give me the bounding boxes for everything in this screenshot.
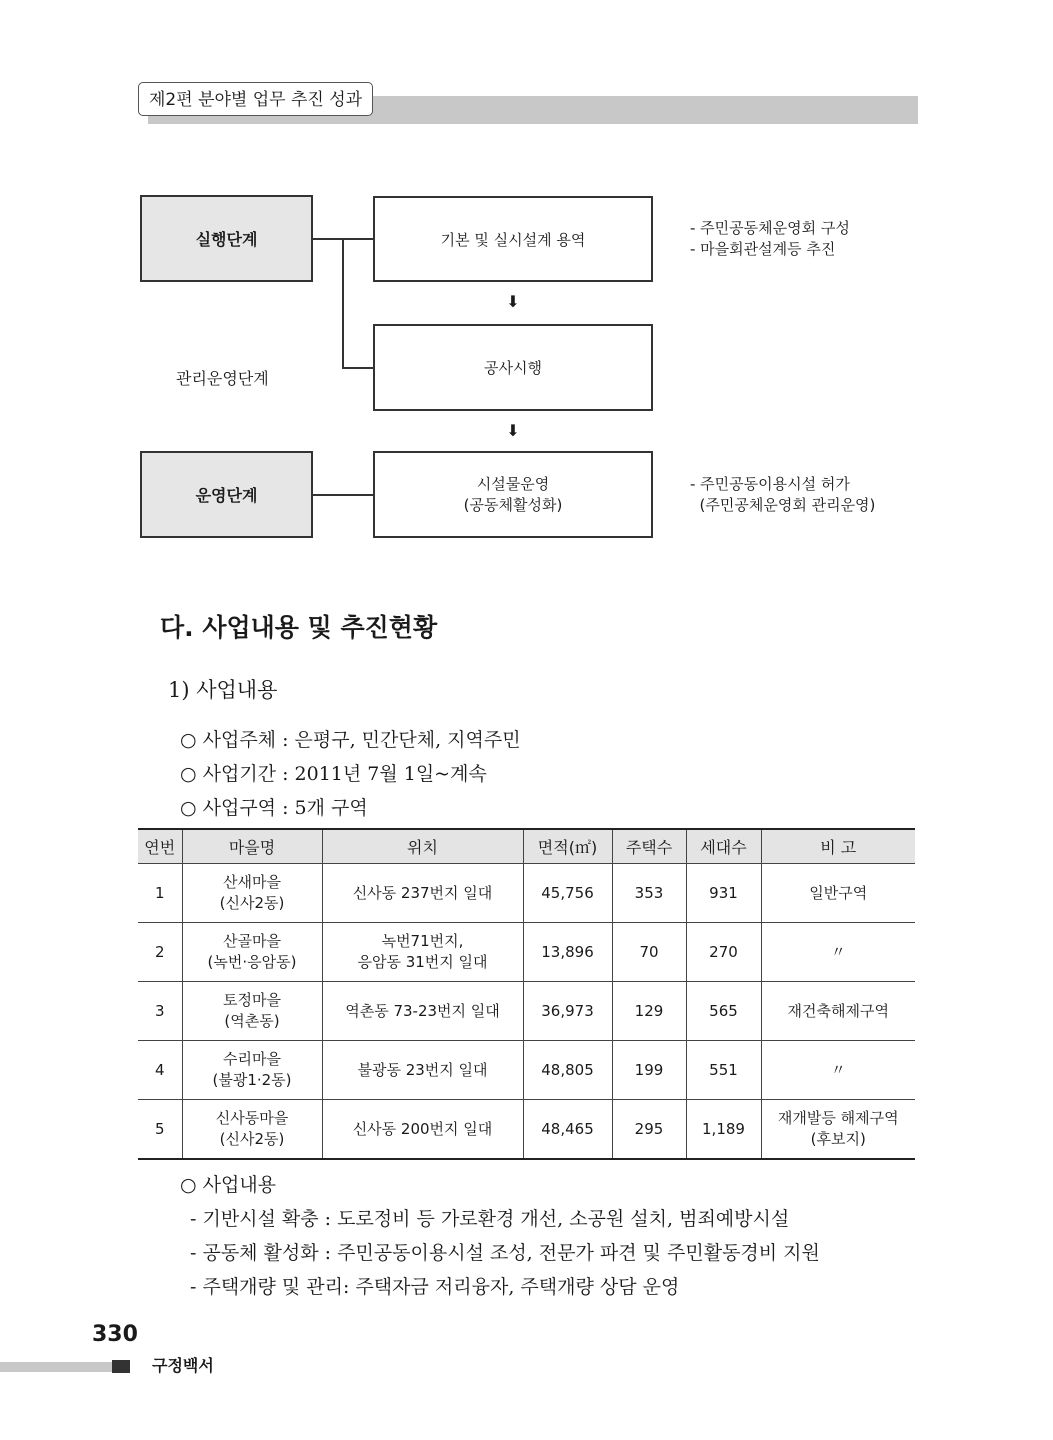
detail-line: - 주택개량 및 관리: 주택자금 저리융자, 주택개량 상담 운영 [190,1276,680,1298]
subsection-title: 1) 사업내용 [168,678,278,702]
cell-area: 48,805 [523,1041,612,1100]
bullet-line: ○ 사업구역 : 5개 구역 [180,797,368,819]
table-row [138,982,915,1041]
cell-note [761,864,915,923]
cell-houses: 70 [612,923,686,982]
cell-text: 토정마을 [223,991,281,1009]
cell-text: 응암동 31번지 일대 [357,953,488,971]
cell-houses: 129 [612,982,686,1041]
cell-name [182,1041,322,1100]
cell-houses: 199 [612,1041,686,1100]
col-header: 마을명 [182,829,322,864]
cell-note [761,923,915,982]
cell-area: 48,465 [523,1100,612,1160]
cell-location [322,864,523,923]
col-header: 세대수 [686,829,761,864]
cell-location [322,923,523,982]
cell-text: 신사동 200번지 일대 [352,1119,493,1138]
cell-text: (신사2동) [219,1130,285,1148]
cell-text: 신사동마을 [215,1109,289,1127]
stage-manage-label: 관리운영단계 [176,369,269,388]
cell-text: (녹번·응암동) [207,953,297,971]
cell-text: (역촌동) [224,1012,280,1030]
table-header-row [138,829,915,864]
cell-text: 일반구역 [809,883,868,902]
cell-no: 3 [138,982,182,1041]
section-title: 다. 사업내용 및 추진현황 [160,613,438,642]
col-header: 위치 [322,829,523,864]
footer-bar [0,1362,112,1372]
cell-no: 1 [138,864,182,923]
cell-text: 산골마을 [223,932,281,950]
cell-households: 565 [686,982,761,1041]
cell-no: 4 [138,1041,182,1100]
col-header: 주택수 [612,829,686,864]
connector-line [313,494,373,496]
detail-line: - 공동체 활성화 : 주민공동이용시설 조성, 전문가 파견 및 주민활동경비 지원 [190,1242,820,1264]
cell-area: 13,896 [523,923,612,982]
cell-houses: 353 [612,864,686,923]
facility-box [373,451,653,538]
cell-note [761,1100,915,1160]
col-header: 비 고 [761,829,915,864]
cell-households: 931 [686,864,761,923]
cell-location [322,1100,523,1160]
cell-area: 45,756 [523,864,612,923]
cell-text: 역촌동 73-23번지 일대 [345,1001,500,1020]
details-heading: ○ 사업내용 [180,1174,277,1196]
facility-line-1: 시설물운영 [476,474,550,493]
table-row [138,864,915,923]
cell-note [761,982,915,1041]
col-header: 면적(㎡) [523,829,612,864]
cell-households: 1,189 [686,1100,761,1160]
page-number: 330 [92,1322,138,1347]
cell-households: 551 [686,1041,761,1100]
table-row [138,1041,915,1100]
cell-text: 불광동 23번지 일대 [357,1060,488,1079]
cell-location [322,1041,523,1100]
cell-text: (신사2동) [219,894,285,912]
cell-location [322,982,523,1041]
cell-name [182,923,322,982]
cell-households: 270 [686,923,761,982]
cell-name [182,1100,322,1160]
cell-text: 재건축해제구역 [787,1001,889,1020]
stage-exec-box: 실행단계 [140,195,313,282]
cell-no: 2 [138,923,182,982]
cell-text: 〃 [830,1060,846,1079]
construct-box: 공사시행 [373,324,653,411]
exec-note [690,218,850,260]
detail-line: - 기반시설 확충 : 도로정비 등 가로환경 개선, 소공원 설치, 범죄예방시설 [190,1208,790,1230]
cell-name [182,982,322,1041]
down-arrow-icon: ⬇ [506,292,520,311]
stage-oper-box: 운영단계 [140,451,313,538]
connector-line [342,367,373,369]
down-arrow-icon: ⬇ [506,421,520,440]
oper-note [690,474,875,516]
note-line: - 주민공동이용시설 허가 [690,475,850,493]
cell-houses: 295 [612,1100,686,1160]
design-box: 기본 및 실시설계 용역 [373,196,653,282]
cell-text: 산새마을 [223,873,281,891]
cell-area: 36,973 [523,982,612,1041]
table-row [138,1100,915,1160]
chapter-tab: 제2편 분야별 업무 추진 성과 [138,82,373,116]
bullet-line: ○ 사업기간 : 2011년 7월 1일~계속 [180,763,487,785]
cell-text: 신사동 237번지 일대 [352,883,493,902]
book-title: 구정백서 [152,1356,214,1375]
cell-text: 〃 [830,942,846,961]
connector-line [342,238,344,369]
note-line: - 주민공동체운영회 구성 [690,219,850,237]
table-row [138,923,915,982]
cell-text: (후보지) [810,1130,866,1148]
note-line: (주민공체운영회 관리운영) [690,496,876,514]
cell-no: 5 [138,1100,182,1160]
footer-square-icon [112,1360,130,1373]
cell-text: (불광1·2동) [212,1071,292,1089]
cell-note [761,1041,915,1100]
cell-name [182,864,322,923]
project-table [138,828,915,1160]
facility-line-2: (공동체활성화) [463,495,563,514]
col-header: 연번 [138,829,182,864]
cell-text: 수리마을 [223,1050,281,1068]
cell-text: 녹번71번지, [381,932,464,950]
bullet-line: ○ 사업주체 : 은평구, 민간단체, 지역주민 [180,729,521,751]
note-line: - 마을회관설계등 추진 [690,240,836,258]
cell-text: 재개발등 해제구역 [777,1109,899,1127]
